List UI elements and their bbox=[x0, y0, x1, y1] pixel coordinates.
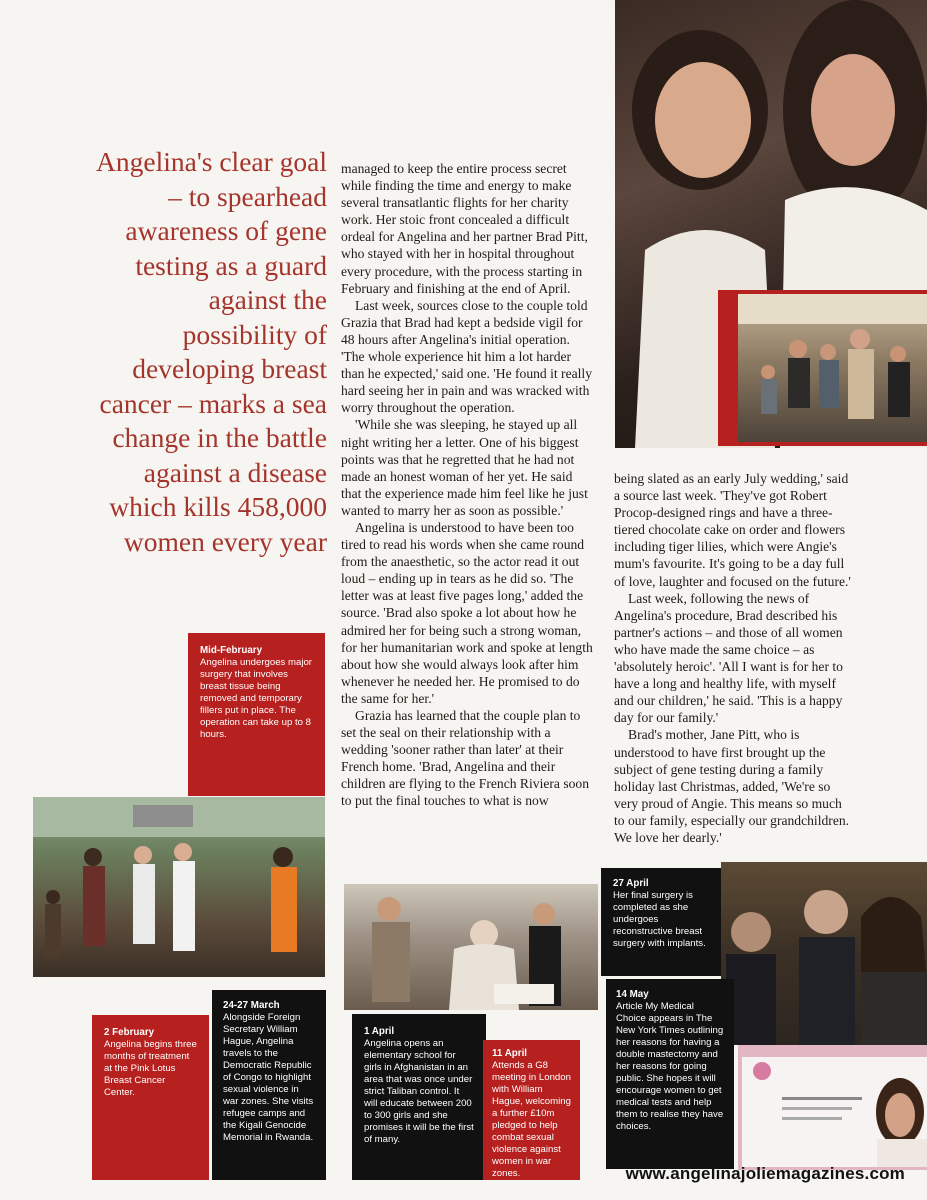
article-column-2 bbox=[614, 470, 854, 846]
paragraph: Brad's mother, Jane Pitt, who is understood to have first brought up the subject of gene testing during a family holiday last Christmas, added, 'We're so very proud of Angie. This means so much to our family, especially our grandchildren. We love her dearly.' bbox=[614, 727, 850, 845]
timeline-text: Her final surgery is completed as she undergoes reconstructive breast surgery with implants. bbox=[613, 890, 706, 949]
timeline-box-2-february bbox=[92, 1015, 209, 1180]
photo-illustration bbox=[721, 862, 927, 1045]
photo-illustration bbox=[33, 797, 325, 977]
paragraph: being slated as an early July wedding,' said a source last week. 'They've got Robert Procop-designed rings and have a three-tiered chocolate cake on order and flowers including tiger lilies, which were Angie's mum's favourite. It's going to be a day full of love, laughter and focused on the future.' bbox=[614, 471, 851, 589]
timeline-date: 2 February bbox=[104, 1027, 155, 1038]
paragraph: Grazia has learned that the couple plan to set the seal on their relationship with a wedding 'sooner rather than later' at their French home. 'Brad, Angelina and their children are flying to the French Riviera soon to put the final touches to what is now bbox=[341, 708, 590, 809]
cover-illustration bbox=[742, 1057, 927, 1167]
timeline-box-14-may bbox=[606, 979, 734, 1169]
timeline-text: Alongside Foreign Secretary William Hague, Angelina travels to the Democratic Republic of Congo to highlight sexual violence in war zones. She visits refugee camps and the Kigali Genocide Memorial in Rwanda. bbox=[223, 1012, 314, 1143]
paragraph: managed to keep the entire process secret while finding the time and energy to make several transatlantic flights for her charity work. Her stoic front concealed a difficult ordeal for Angelina and her partner Brad Pitt, who stayed with her in hospital throughout every procedure, with the process starting in February and finishing at the end of April. bbox=[341, 161, 588, 296]
watermark: www.angelinajoliemagazines.com bbox=[625, 1164, 905, 1183]
timeline-date: 14 May bbox=[616, 989, 649, 1000]
timeline-box-11-april bbox=[483, 1040, 580, 1180]
timeline-date: 24-27 March bbox=[223, 1000, 280, 1011]
timeline-box-mid-february bbox=[188, 633, 325, 796]
photo-g8-meeting bbox=[721, 862, 927, 1045]
article-column-1 bbox=[341, 160, 595, 810]
timeline-box-27-april bbox=[601, 868, 721, 976]
magazine-cover-thumbnail bbox=[738, 1045, 927, 1170]
photo-airport-family bbox=[718, 290, 927, 446]
timeline-box-24-27-march bbox=[212, 990, 326, 1180]
timeline-date: Mid-February bbox=[200, 645, 263, 656]
paragraph: Last week, following the news of Angelina's procedure, Brad described his partner's actions – and those of all women who have made the same choice – as 'absolutely heroic'. 'All I want is for her to have a long and healthy life, with myself and our children,' he said. 'This is a happy day for our family.' bbox=[614, 590, 843, 726]
timeline-date: 27 April bbox=[613, 878, 649, 889]
paragraph: Last week, sources close to the couple told Grazia that Brad had kept a bedside vigil for 48 hours after Angelina's initial operation. 'The whole experience hit him a lot harder than he expected,' said one. 'He found it really hard seeing her in pain and was wracked with worry throughout the operation. bbox=[341, 297, 593, 416]
photo-congo-visit bbox=[33, 797, 325, 977]
photo-illustration bbox=[738, 294, 927, 442]
pull-quote: Angelina's clear goal – to spearhead awareness of gene testing as a guard against the possibility of developing breast cancer – marks a sea change in the battle against a disease which kills 458,000 women every year bbox=[96, 146, 327, 557]
paragraph: 'While she was sleeping, he stayed up all night writing her a letter. One of his biggest points was that he regretted that he had not made an honest woman of her yet. He said that the experience made him feel like he just wanted to marry her as soon as possible.' bbox=[341, 417, 588, 518]
timeline-date: 1 April bbox=[364, 1026, 395, 1037]
photo-afghanistan-school bbox=[344, 884, 598, 1010]
timeline-date: 11 April bbox=[492, 1048, 528, 1059]
timeline-text: Article My Medical Choice appears in The New York Times outlining her reasons for having a double mastectomy and her reasons for going public. She hopes it will encourage women to get medical tests and help them to realise they have choices. bbox=[616, 1001, 724, 1132]
timeline-box-1-april bbox=[352, 1014, 486, 1180]
timeline-text: Angelina begins three months of treatment at the Pink Lotus Breast Cancer Center. bbox=[104, 1039, 197, 1098]
timeline-text: Attends a G8 meeting in London with William Hague, welcoming a further £10m pledged to help combat sexual violence against women in war zones. bbox=[492, 1060, 571, 1179]
paragraph: Angelina is understood to have been too tired to read his words when she came round from the anaesthetic, so the actor read it out loud – ending up in tears as he did so. 'The letter was at least five pages long,' added the source. 'Brad also spoke a lot about how he admired her for being such a strong woman, for her humanitarian work and spoke at length about how she would always look after him whenever he needed her. He promised to do the same for her.' bbox=[341, 519, 593, 706]
timeline-text: Angelina undergoes major surgery that involves breast tissue being removed and temporary fillers put in place. The operation can take up to 8 hours. bbox=[200, 657, 313, 740]
timeline-text: Angelina opens an elementary school for girls in Afghanistan in an area that was once under strict Taliban control. It will educate between 200 to 300 girls and she promises it will be the first of many. bbox=[364, 1038, 474, 1145]
photo-illustration bbox=[344, 884, 598, 1010]
